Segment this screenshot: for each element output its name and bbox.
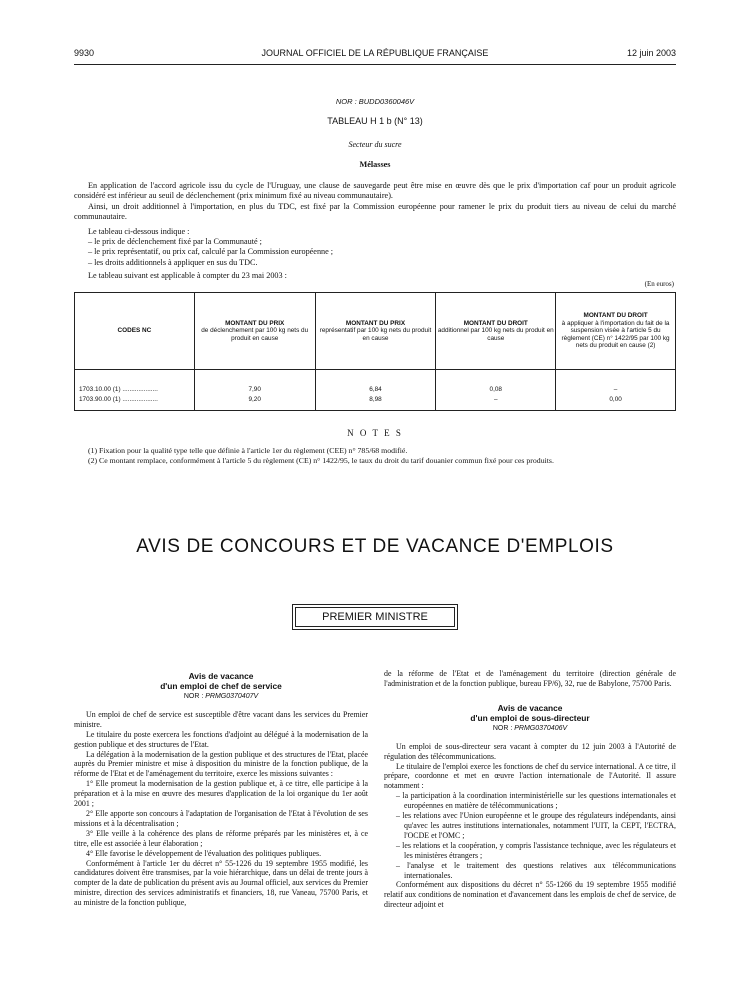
avis-chef-service — [74, 671, 368, 908]
avis-paragraph: Un emploi de sous-directeur sera vacant à compter du 12 juin 2003 à l'Autorité de régulation des télécommunications. — [384, 741, 676, 761]
journal-title: JOURNAL OFFICIEL DE LA RÉPUBLIQUE FRANÇAISE — [261, 48, 489, 58]
list-item: – l'analyse et le traitement des questions relatives aux télécommunications internationales. — [396, 861, 676, 881]
col-header-codes: CODES NC — [75, 293, 195, 370]
cell-representatif: 6,84 — [315, 370, 436, 397]
col-header-additionnel: MONTANT DU DROIT additionnel par 100 kg nets du produit en cause — [436, 293, 556, 370]
avis-paragraph: Le titulaire de l'emploi exerce les fonctions de chef du service international. A ce titre, il prépare, coordonne et met en œuvre l'action internationale de l'Autorité. Il assure notamment : — [384, 761, 676, 791]
tableau-intro — [74, 181, 676, 282]
avis-paragraph: 2° Elle apporte son concours à l'adaptation de l'organisation de l'Etat à l'évolution de ses missions et à la décentralisation ; — [74, 808, 368, 828]
header-rule — [74, 64, 676, 65]
duties-list — [384, 791, 676, 880]
price-table — [74, 292, 676, 411]
notes-title: N O T E S — [347, 428, 403, 438]
avis-title: Avis de vacance — [188, 671, 254, 681]
avis-right-column — [384, 669, 676, 910]
cell-additionnel: 0,08 — [436, 370, 556, 397]
section-heading: AVIS DE CONCOURS ET DE VACANCE D'EMPLOIS — [136, 536, 614, 557]
cell-representatif: 8,98 — [315, 396, 436, 411]
avis-paragraph: Conformément aux dispositions du décret n° 55-1266 du 19 septembre 1955 modifié relatif aux conditions de nomination et d'avancement dans les emplois de chef de service, de directeur adjoint et — [384, 880, 676, 910]
page-number: 9930 — [74, 48, 95, 58]
list-item: – les relations et la coopération, y compris l'assistance technique, avec les régulateurs et les ministères étrangers ; — [396, 841, 676, 861]
col-header-declenchement: MONTANT DU PRIX de déclenchement par 100 kg nets du produit en cause — [194, 293, 315, 370]
avis-paragraph: Conformément à l'article 1er du décret n° 55-1226 du 19 septembre 1955 modifié, les candidatures doivent être transmises, par la voie hiérarchique, dans un délai de trente jours à compter de la date de publication du présent avis au Journal officiel, aux services du Premier ministre, direction des services administratifs et financiers, 18, rue Vaneau, 75700 Paris, et au ministre de la fonction publique, — [74, 858, 368, 908]
intro-paragraph: En application de l'accord agricole issu du cycle de l'Uruguay, une clause de sauvegarde peut être mise en œuvre dès que le prix d'importation caf pour un produit agricole considéré est inférieur au seuil de déclenchement (prix minimum fixé au niveau communautaire). — [74, 181, 676, 201]
cell-suspension: 0,00 — [556, 396, 676, 411]
list-intro: Le tableau ci-dessous indique : — [88, 226, 190, 236]
tableau-nor: NOR : BUDD0360046V — [335, 97, 415, 106]
list-item: – les relations avec l'Union européenne et le groupe des régulateurs indépendants, ainsi qu'avec les autres institutions internationales, notamment l'UIT, la CEPT, l'ECTRA, l'OCDE et l'OMC ; — [396, 811, 676, 841]
avis-subtitle: d'un emploi de sous-directeur — [470, 712, 590, 723]
tableau-title: TABLEAU H 1 b (N° 13) — [327, 116, 423, 126]
note-item: (1) Fixation pour la qualité type telle que définie à l'article 1er du règlement (CEE) n° 785/68 modifié. — [88, 446, 408, 455]
avis-paragraph: Le titulaire du poste exercera les fonctions d'adjoint au délégué à la modernisation de la gestion publique et des structures de l'Etat. — [74, 729, 368, 749]
avis-paragraph: 1° Elle promeut la modernisation de la gestion publique et, à ce titre, elle participe à la préparation et à la mise en œuvre des mesures d'application de la loi organique du 1er août 2001 ; — [74, 779, 368, 809]
avis-nor: NOR : PRMG0370406V — [492, 724, 568, 732]
list-item: – la participation à la coordination interministérielle sur les questions internationales et européennes en matière de télécommunications ; — [396, 791, 676, 811]
list-item: – les droits additionnels à appliquer en sus du TDC. — [88, 257, 258, 267]
avis-continuation: de la réforme de l'Etat et de l'aménagement du territoire (direction générale de l'administration et de la fonction publique, bureau FP/6), 32, rue de Babylone, 75700 Paris. — [384, 669, 676, 688]
avis-subtitle: d'un emploi de chef de service — [160, 681, 282, 691]
tableau-product: Mélasses — [359, 160, 391, 169]
issue-date: 12 juin 2003 — [626, 48, 676, 58]
avis-paragraph: Un emploi de chef de service est susceptible d'être vacant dans les services du Premier ministre. — [74, 709, 368, 729]
cell-declenchement: 9,20 — [194, 396, 315, 411]
avis-paragraph: 3° Elle veille à la cohérence des plans de réforme préparés par les ministères et, à ce titre, elle est associée à leur élaboration ; — [74, 828, 368, 848]
cell-code: 1703.10.00 (1) .................... — [75, 370, 195, 397]
note-item: (2) Ce montant remplace, conformément à l'article 5 du règlement (CE) n° 1422/95, le taux du droit du tarif douanier commun fixé pour ces produits. — [88, 456, 554, 466]
avis-paragraph: 4° Elle favorise le développement de l'évaluation des politiques publiques. — [86, 848, 322, 858]
cell-code: 1703.90.00 (1) .................... — [75, 396, 195, 411]
list-item: – le prix de déclenchement fixé par la Communauté ; — [88, 237, 262, 247]
cell-declenchement: 7,90 — [194, 370, 315, 397]
avis-paragraph: La délégation à la modernisation de la gestion publique et des structures de l'Etat, placée auprès du Premier ministre et mise à disposition du ministre de la fonction publique, de la réforme de l'Etat et de l'aménagement du territoire, exerce les missions suivantes : — [74, 749, 368, 779]
currency-unit: (En euros) — [644, 280, 674, 288]
table-row — [75, 370, 676, 397]
ministry-label: PREMIER MINISTRE — [295, 607, 455, 627]
ministry-box — [292, 604, 458, 630]
tableau-sector: Secteur du sucre — [348, 140, 402, 149]
col-header-representatif: MONTANT DU PRIX représentatif par 100 kg nets du produit en cause — [315, 293, 436, 370]
notes-block — [74, 446, 676, 467]
cell-additionnel: – — [436, 396, 556, 411]
avis-nor: NOR : PRMG0370407V — [183, 693, 259, 700]
intro-paragraph: Ainsi, un droit additionnel à l'importation, en plus du TDC, est fixé par la Commission européenne pour ramener le prix du produit tiers au niveau de celui du marché communautaire. — [74, 201, 676, 222]
col-header-suspension: MONTANT DU DROIT à appliquer à l'importation du fait de la suspension visée à l'article 5 du règlement (CE) n° 1422/95 par 100 kg nets du produit en cause (2) — [556, 293, 676, 370]
avis-title: Avis de vacance — [497, 702, 563, 713]
applicable-date: Le tableau suivant est applicable à compter du 23 mai 2003 : — [88, 271, 287, 281]
list-item: – le prix représentatif, ou prix caf, calculé par la Commission européenne ; — [88, 247, 334, 257]
cell-suspension: – — [556, 370, 676, 397]
table-row — [75, 396, 676, 411]
